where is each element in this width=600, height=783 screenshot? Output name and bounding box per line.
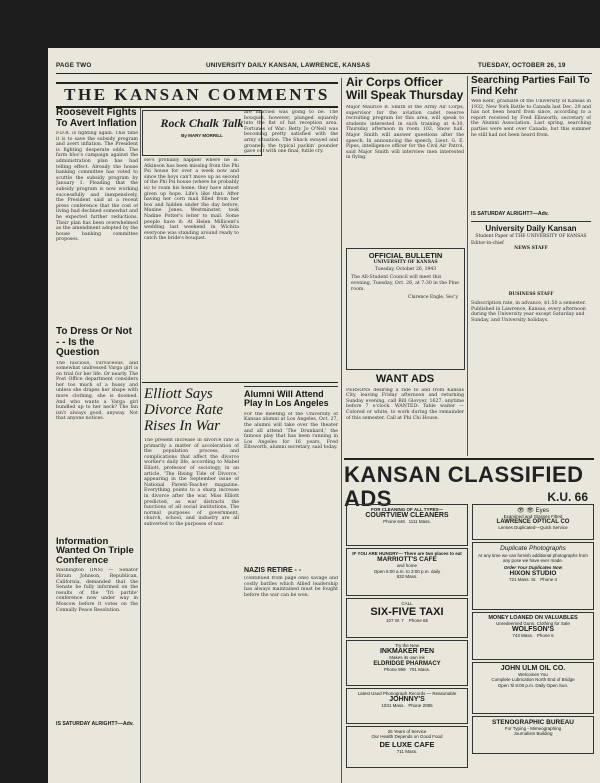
ad-hixon-studio: Duplicate Photographs At any time we can furnish additional photographs from any pose we have ever made. Order Your Duplicates Now HIXON STUDIO 721 Mass. St. Phone 4 [472,542,594,610]
ad-wolfsons: MONEY LOANED ON VALUABLES Unredeemed Guns, Clothing for Sale WOLFSON'S 743 Mass. Phone 6 [472,612,594,660]
ad-pharmacy: Try the New INKMAKER PEN Makes its own ink ELDRIDGE PHARMACY Phone 999 701 Mass. [346,640,468,686]
wantads-body: PERSONS desiring a ride to and from Kansas City, leaving Friday afternoon and returning Sunday evening, call Bill Glovyer, 1627, anytime before 7 o'clock. WANTED: Table waiter — Colored or white, to work during the remainder of this semester. Call at Phi Chi House. [346,387,464,421]
searching-headline: Searching Parties Fail To Find Kehr [471,76,590,97]
bulletin-title: OFFICIAL BULLETIN [368,251,443,260]
searching-body: Web Kehr, graduate of the University of Kansas in 1932, New York Battle to Canada last Dec. 29 and has not been heard from since, according to a report received by Fred Ellsworth, secretary of the Alumni Association. Last spring, searching parties were sent over Canada, but this summer he still had not been heard from. [471,99,591,138]
classified-title: KANSAN CLASSIFIED ADS [344,462,584,511]
paper-name: UNIVERSITY DAILY KANSAN, LAWRENCE, KANSAS [206,62,371,69]
ad-deluxe-cafe: 25 Years of Service Our Health Depends on Good Food DE LUXE CAFE 711 Mass. [346,726,468,768]
issue-date: TUESDAY, OCTOBER 26, 19 [478,62,566,69]
classified-left [346,504,468,783]
elliott-body: The present increase in divorce rate is primarily a matter of acceleration of the population process, and complications that affect the divorce worker's daily life, according to Mabel Elliott, professor of sociology, in an article, 'The Rising Tide of Divorce,' appearing in the September issue of National Parent-Teacher magazine. Everything points to a sharp increase in divorce after the war, Miss Elliott predicted, as war distracts the functions of all social institutions. The normal purposes of government, church, school, and industry are all subverted to the purposes of war. [144,438,239,527]
married-body: are married was going to be. The bouquet, however, plunged squarely into the fist of hat reception area. Fortunes of War: Betty Jo O'Neil was becoming pretty satisfied with the army situation. The Shack swayed and groaned; the typical packin' pounder gave out with one final, futile cry. [244,110,338,155]
info-headline: Information Wanted On Triple Conference [56,535,134,567]
ad-marriotts: IF YOU ARE HUNGRY— There are two places to eat MARRIOTT'S CAFE and home Open 6:00 a.m. to 3:00 p.m. daily 832 Mass. [346,548,468,596]
roosevelt-headline: Roosevelt Fights To Avert Inflation [56,108,137,129]
bulletin-date: Tuesday, October 26, 1943 [374,267,437,273]
alumni-body: For the meeting of the University of Kansas alumni at Los Angeles, Oct. 27, the alumni will take over the theater and all attend 'The Drunkard,' the famous play that has been running in Los Angeles for 16 years, Fred Ellsworth, alumni secretary, said today. [244,411,338,451]
dress-body: The luscious, curvaceous, and somewhat undressed Varga girl is on trial for her life. Or nearly. The Post Office department considers her too much of a hussy and unless she drapes her shape with more clothing, she is doomed. And who wants a Varga girl bundled up to her neck? The fan isn't always good, anyway. Not that anyone notices. [56,360,138,422]
comments-banner: THE KANSAN COMMENTS [56,82,338,108]
dress-headline: To Dress Or Not - - Is the Question [56,326,132,358]
alumni-headline: Alumni Will Attend Play In Los Angeles [244,386,338,409]
roosevelt-body: F.D.R. is fighting again. This time it is to save the subsidy program and avert inflation. The President is fighting desperate odds. The farm bloc's campaign against the administration plan has had telling effect. Already the house banking committee has voted to scuttle the subsidy program by January 1. Pleading that the subsidy program is now working successfully and inexpensively, the President said at a recent press conference that the cost of living had declined somewhat and he expected further reductions. Their plan has been overwhelmed as the amendment adopted by the house banking committee proposes. [56,131,138,243]
udk-business: BUSINESS STAFF [508,291,554,297]
ad-johnnys: Latest Used Phonograph Records — Reasonable JOHNNY'S 1031 Mass. Phone 2085 [346,688,468,724]
column-divider [341,78,342,783]
bulletin-sub: UNIVERSITY OF KANSAS [373,259,438,265]
eyes-icon: 👁 👁 Eyes [517,508,549,514]
alumni-article [244,386,338,783]
bulletin-sign: Clarence Engle, Sec'y [408,295,458,301]
want-ads [346,374,464,454]
wantads-title: WANT ADS [375,374,435,385]
left-column [56,108,138,783]
elliott-article [144,386,239,783]
bulletin-body: The All-Student Council will meet this evening, Tuesday, Oct. 26, at 7:30 in the Pine room. [351,275,459,292]
ad-taxi: CALL SIX-FIVE TAXI 107 W. 7 Phone 65 [346,598,468,638]
mid-rule [142,382,338,383]
right-column [471,76,591,456]
page-number: PAGE TWO [56,62,92,69]
rockchalk-body: He's probably happier where he is. Atkinson has been missing from the Phi Psi house for over a week now and since the boys can't move up as second of the Phi Psi house (where he probably is) to roam his home, they have almost given up hope. Life's like that: After having her corn mail filled from her box and hidden under the day before, Maxine Jones, Westminster, took Nadine Potter's letter to mail. Some people have it: At Helen Millicent's wedding last weekend in Wichita everyone was standing around ready to catch the bride's bouquet. [144,158,239,242]
column-divider [467,76,468,456]
ad-optical: 👁 👁 Eyes Examined and Glasses Fitted LAWRENCE OPTICAL CO Lenses Duplicated—Quick Service [472,504,594,540]
rock-chalk-talk-title: Rock Chalk Talk [160,116,244,130]
udk-sub: Student Paper of THE UNIVERSITY OF KANSAS [475,233,587,239]
info-body: Washington (INS) — Senator Hiram Johnson, Republican, California, demanded that the Senate be fully informed on the results of the 'Tri partite' conference now under way in Moscow before it votes on the Connally Peace Resolution. [56,568,138,613]
udk-editor: Editor-in-chief [471,241,504,247]
saturday-adv-right: IS SATURDAY ALRIGHT?—Adv. [471,211,549,217]
column-byline: By MARY MORRILL [181,133,223,138]
udk-title: University Daily Kansan [485,224,577,234]
classified-right [472,504,594,783]
official-bulletin [346,248,465,370]
column-divider [140,108,141,783]
ad-john-ulm-oil: JOHN ULM OIL CO. Welcomes You Complete Lubrication North End of Bridge Open 'til 9:00 p.m. Daily Open Sun. [472,662,594,714]
saturday-adv-left: IS SATURDAY ALRIGHT?—Adv. [56,721,134,728]
aircorps-body: Major Maurice B. Smith of the Army Air Corps, supervisor for the aviation cadet reserve recruiting program for this area, will speak to students interested in such training at 4:30, Thursday afternoon in room 102, Snow hall. Major Smith will answer questions after the speech. In announcing the speech, Lieut. G. E. Pipes, intelligence officer for the Civil Air Patrol, said Major Smith will interview men interested in flying. [346,105,464,161]
aircorps-headline: Air Corps Officer Will Speak Thursday [346,76,464,102]
udk-body: Subscription rate, in advance, $1.50 a semester. Published in Lawrence, Kansas, every afternoon during the University year except Saturday and Sunday, and University holidays. [471,301,586,323]
nazis-body: (continued from page one) savage and costly battles which Allied leadership has always maintained must be fought before the war can be won. [244,576,338,598]
ad-cleaners: FOR CLEANING OF ALL TYPES— COURTVIEW CLEANERS Phone 646 1111 Mass. [346,504,468,546]
classified-phone: K.U. 66 [547,490,588,504]
ad-stenographic-bureau: STENOGRAPHIC BUREAU For Typing - Mimeographing Journalism Building [472,716,594,754]
nazis-headline: NAZIS RETIRE - - [244,566,302,574]
header-rule [56,73,592,74]
page-header [56,62,592,71]
udk-masthead [471,221,591,323]
newspaper-page [48,48,600,783]
udk-staff-list [471,252,591,292]
elliott-headline: Elliott Says Divorce Rate Rises In War [144,386,223,434]
udk-news: NEWS STAFF [514,246,548,252]
